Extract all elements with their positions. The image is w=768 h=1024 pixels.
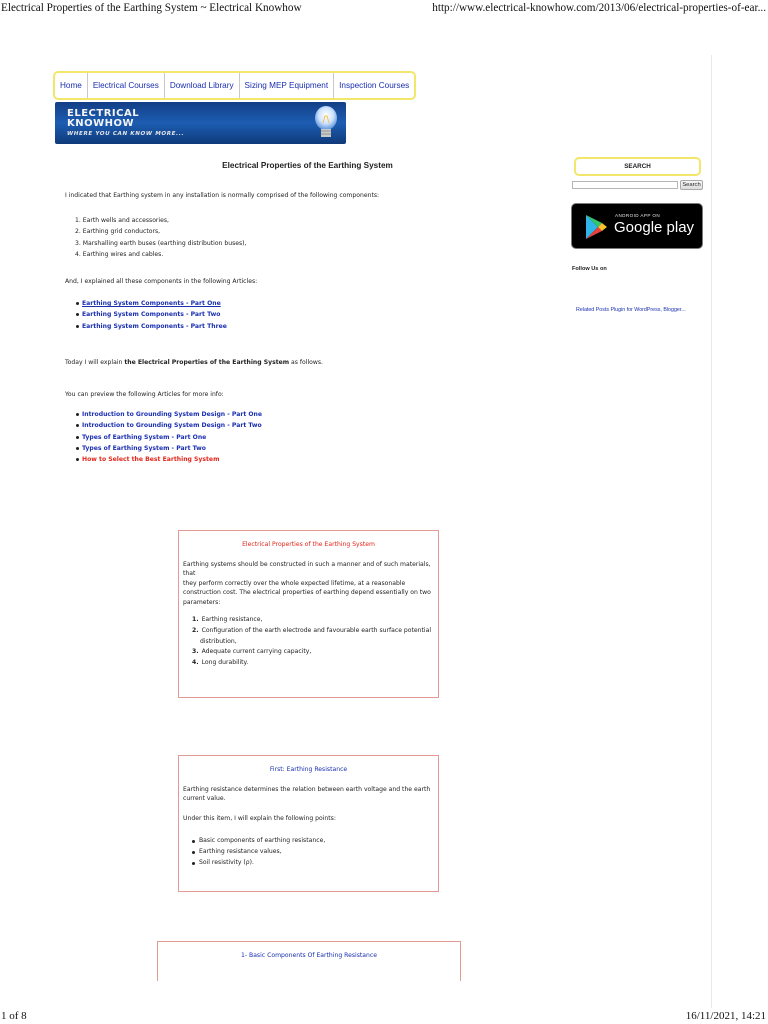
- banner-line1: ELECTRICAL: [67, 108, 140, 119]
- banner-tagline: WHERE YOU CAN KNOW MORE...: [67, 131, 185, 137]
- bullet-icon: [192, 862, 195, 865]
- box-paragraph: [183, 785, 437, 804]
- link-earthing-components-part-three[interactable]: Earthing System Components - Part Three: [82, 322, 227, 330]
- bullet-icon: [76, 413, 79, 416]
- bullet-icon: [76, 313, 79, 316]
- item-number: 2.: [192, 626, 199, 634]
- list-item: [192, 847, 437, 858]
- item-text: Earthing resistance values,: [199, 847, 282, 855]
- text-line: Earthing resistance determines the relation between earth voltage and the earth: [183, 786, 431, 793]
- list-item: [192, 836, 437, 847]
- google-play-badge[interactable]: [571, 203, 703, 249]
- nav-electrical-courses[interactable]: Electrical Courses: [88, 73, 165, 98]
- intro-text: I indicated that Earthing system in any installation is normally comprised of the following components:: [65, 192, 380, 199]
- google-play-icon: [584, 213, 608, 241]
- properties-box: [178, 530, 439, 698]
- print-page-url: http://www.electrical-knowhow.com/2013/06/electrical-properties-of-ear...: [432, 2, 766, 14]
- preview-articles-list: [76, 409, 262, 465]
- today-bold: the Electrical Properties of the Earthing System: [124, 359, 290, 366]
- bullet-icon: [76, 302, 79, 305]
- item-text: Earthing resistance,: [201, 616, 263, 623]
- nav-download-library[interactable]: Download Library: [165, 73, 240, 98]
- nav-home[interactable]: Home: [55, 73, 88, 98]
- bullet-icon: [76, 325, 79, 328]
- points-list: [192, 836, 437, 868]
- link-types-earthing-part-two[interactable]: Types of Earthing System - Part Two: [82, 444, 206, 452]
- search-widget-title: SEARCH: [574, 157, 701, 176]
- list-item: [192, 647, 437, 658]
- today-prefix: Today I will explain: [65, 359, 125, 366]
- item-text: Basic components of earthing resistance,: [199, 837, 326, 844]
- nav-inspection-courses[interactable]: Inspection Courses: [339, 81, 410, 90]
- print-datetime: 16/11/2021, 14:21: [685, 1010, 766, 1022]
- item-number: 1.: [192, 616, 199, 623]
- list-item: 4. Earthing wires and cables.: [75, 250, 164, 258]
- bullet-icon: [76, 447, 79, 450]
- article-title: Electrical Properties of the Earthing System: [222, 161, 393, 170]
- item-number: 4.: [192, 659, 199, 667]
- bullet-icon: [192, 840, 195, 843]
- list-item: [192, 658, 437, 669]
- banner-line2: KNOWHOW: [67, 118, 135, 129]
- bullet-icon: [192, 851, 195, 854]
- search-button[interactable]: Search: [680, 180, 703, 190]
- item-text: Long durability.: [201, 659, 249, 667]
- box-title: 1- Basic Components Of Earthing Resistance: [241, 952, 377, 959]
- text-line: construction cost. The electrical properties of earthing depend essentially on two: [183, 589, 431, 597]
- bullet-icon: [76, 458, 79, 461]
- follow-us-label: Follow Us on: [572, 266, 607, 272]
- parameters-list: [192, 615, 437, 669]
- basic-components-box: [157, 941, 461, 981]
- today-text: [65, 359, 323, 366]
- link-types-earthing-part-one[interactable]: Types of Earthing System - Part One: [82, 433, 207, 441]
- text-line: current value.: [183, 795, 226, 803]
- components-list: [75, 215, 247, 260]
- item-text: Soil resistivity (ρ).: [199, 858, 254, 866]
- link-grounding-design-part-one[interactable]: Introduction to Grounding System Design - Part One: [82, 411, 263, 418]
- lightbulb-icon: [311, 103, 341, 143]
- explained-text: And, I explained all these components in the following Articles:: [65, 278, 258, 285]
- link-grounding-design-part-two[interactable]: Introduction to Grounding System Design - Part Two: [82, 422, 262, 430]
- print-header: [0, 0, 768, 20]
- text-line: Earthing systems should be constructed in such a manner and of such materials, that: [183, 561, 431, 578]
- print-footer: [0, 1008, 768, 1024]
- item-text-continued: distribution,: [200, 637, 237, 645]
- list-item: [192, 858, 437, 869]
- top-nav: [53, 71, 416, 100]
- nav-sizing-mep-equipment[interactable]: Sizing MEP Equipment: [240, 73, 335, 98]
- link-select-best-earthing[interactable]: How to Select the Best Earthing System: [82, 456, 220, 464]
- bullet-icon: [76, 424, 79, 427]
- item-text: Adequate current carrying capacity,: [201, 648, 312, 656]
- item-text: Configuration of the earth electrode and favourable earth surface potential: [201, 626, 432, 634]
- text-line: parameters:: [183, 598, 221, 606]
- gplay-small-text: ANDROID APP ON: [615, 213, 661, 218]
- box-paragraph: [183, 560, 437, 607]
- page-number: 1 of 8: [1, 1010, 27, 1022]
- list-item: [192, 626, 437, 637]
- link-earthing-components-part-two[interactable]: Earthing System Components - Part Two: [82, 311, 221, 319]
- text-line: they perform correctly over the whole expected lifetime, at a reasonable: [183, 579, 406, 587]
- box-title: First: Earthing Resistance: [269, 766, 348, 773]
- list-item: 1. Earth wells and accessories,: [75, 217, 169, 224]
- list-item: 3. Marshalling earth buses (earthing distribution buses),: [75, 239, 247, 247]
- site-banner-logo[interactable]: [55, 102, 346, 144]
- bullet-icon: [76, 436, 79, 439]
- earthing-resistance-box: [178, 755, 439, 892]
- today-suffix: as follows.: [289, 359, 323, 366]
- box-subtext: Under this item, I will explain the following points:: [183, 815, 336, 822]
- list-item: [192, 615, 437, 626]
- list-item: 2. Earthing grid conductors,: [75, 228, 161, 236]
- search-input[interactable]: [572, 181, 678, 189]
- gplay-big-text: Google play: [614, 219, 695, 236]
- components-articles-list: [76, 298, 227, 332]
- print-page-title: Electrical Properties of the Earthing System ~ Electrical Knowhow: [1, 2, 302, 14]
- item-number: 3.: [192, 648, 199, 656]
- related-posts-link[interactable]: Related Posts Plugin for WordPress, Blogger...: [576, 307, 686, 313]
- preview-text: You can preview the following Articles for more info:: [65, 391, 224, 398]
- box-title: Electrical Properties of the Earthing System: [242, 541, 375, 548]
- link-earthing-components-part-one[interactable]: Earthing System Components - Part One: [82, 300, 221, 307]
